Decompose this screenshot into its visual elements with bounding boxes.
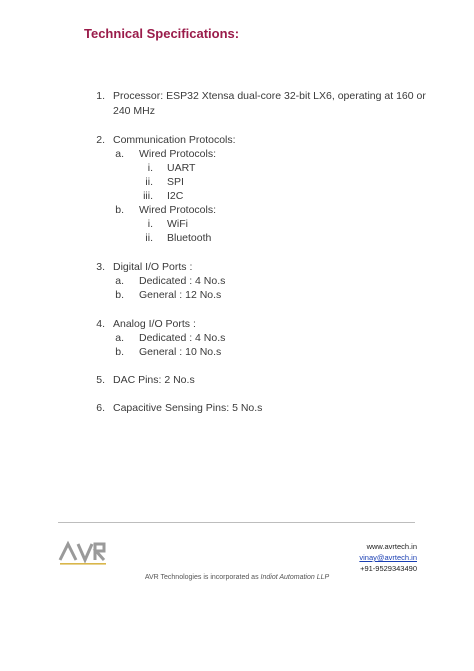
item-number: i. — [147, 162, 153, 174]
company-note: AVR Technologies is incorporated as Indiot Automation LLP — [144, 574, 330, 581]
item-text: Wired Protocols: — [139, 148, 217, 160]
item-text: 240 MHz — [113, 105, 156, 117]
item-text: Wired Protocols: — [139, 204, 217, 216]
item-text: Capacitive Sensing Pins: 5 No.s — [113, 402, 263, 414]
item-number: 5. — [96, 374, 105, 386]
item-text: Dedicated : 4 No.s — [139, 275, 226, 287]
item-text: General : 12 No.s — [139, 289, 222, 301]
page-title: Technical Specifications: — [84, 26, 240, 41]
email-link[interactable]: vinay@avrtech.in — [359, 553, 417, 562]
item-number: 1. — [96, 90, 105, 102]
contact-info — [359, 541, 417, 574]
item-text: Dedicated : 4 No.s — [139, 332, 226, 344]
company-name: Indiot Automation LLP — [260, 574, 330, 581]
item-text: Bluetooth — [167, 232, 212, 244]
item-number: a. — [115, 275, 124, 287]
item-number: ii. — [145, 232, 153, 244]
phone-text: +91-9529343490 — [360, 564, 417, 573]
item-text: Analog I/O Ports : — [113, 318, 196, 330]
item-text: UART — [167, 162, 196, 174]
item-text: SPI — [167, 176, 184, 188]
item-number: b. — [115, 289, 124, 301]
item-number: 6. — [96, 402, 105, 414]
item-number: ii. — [145, 176, 153, 188]
item-number: a. — [115, 332, 124, 344]
item-text: WiFi — [167, 218, 188, 230]
item-text: DAC Pins: 2 No.s — [113, 374, 195, 386]
avr-logo — [58, 540, 108, 566]
website-text: www.avrtech.in — [366, 542, 417, 551]
item-text: General : 10 No.s — [139, 346, 222, 358]
item-number: 2. — [96, 134, 105, 146]
item-number: a. — [115, 148, 124, 160]
item-text: Processor: ESP32 Xtensa dual-core 32-bit LX6, operating at 160 or — [113, 90, 426, 102]
item-number: i. — [147, 218, 153, 230]
item-number: 4. — [96, 318, 105, 330]
item-text: I2C — [167, 190, 184, 202]
item-number: iii. — [143, 190, 153, 202]
item-number: 3. — [96, 261, 105, 273]
item-text: Digital I/O Ports : — [113, 261, 193, 273]
item-number: b. — [115, 204, 124, 216]
footer-divider — [58, 522, 415, 523]
item-text: Communication Protocols: — [113, 134, 236, 146]
item-number: b. — [115, 346, 124, 358]
